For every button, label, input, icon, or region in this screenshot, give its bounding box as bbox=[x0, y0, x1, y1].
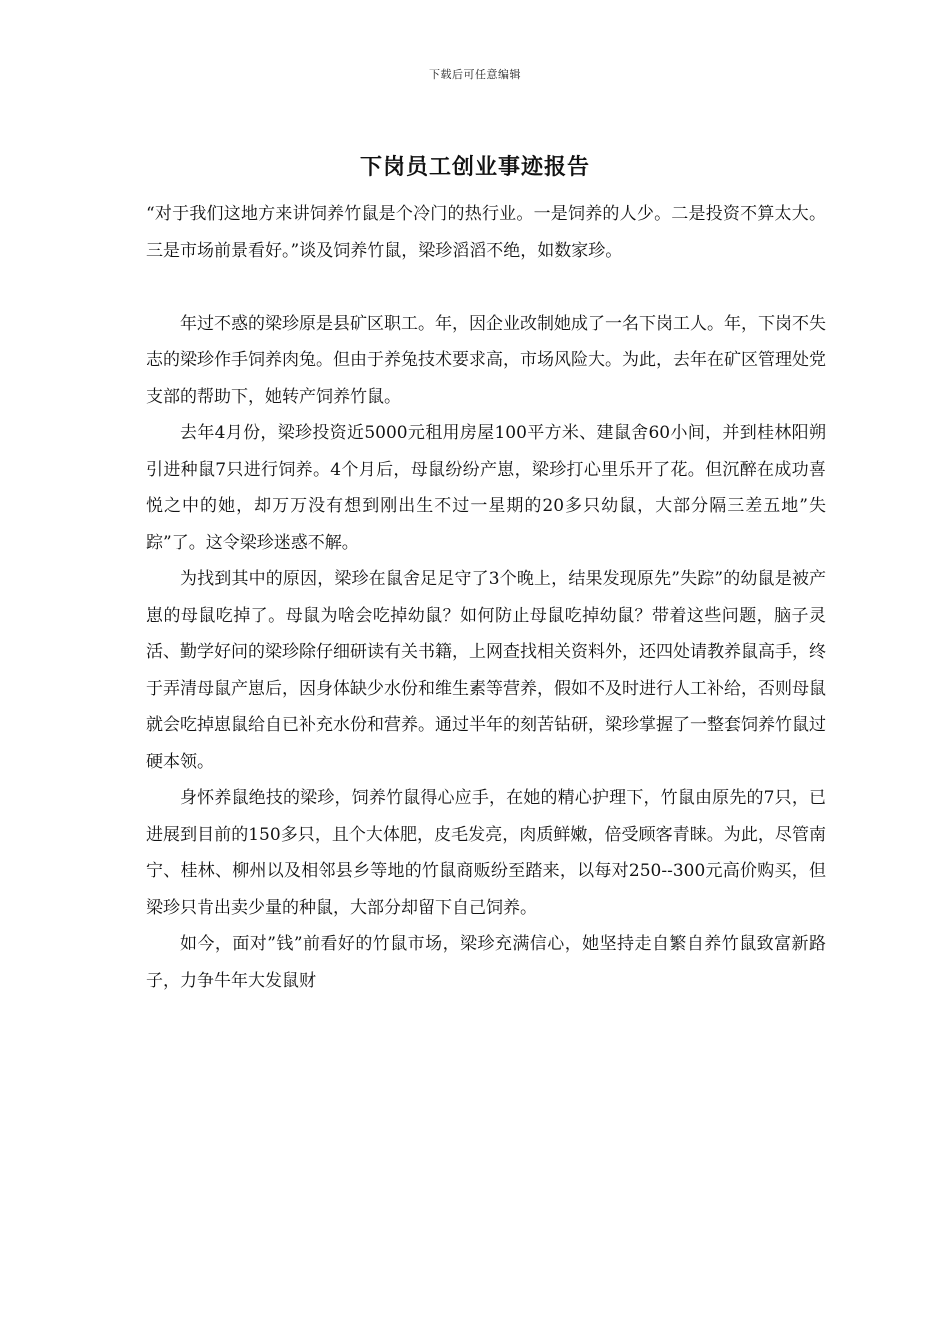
document-body bbox=[146, 196, 826, 999]
paragraph-background: 年过不惑的梁珍原是县矿区职工。年，因企业改制她成了一名下岗工人。年，下岗不失志的梁珍作手饲养肉兔。但由于养兔技术要求高，市场风险大。为此，去年在矿区管理处党支部的帮助下，她转产饲养竹鼠。 bbox=[146, 313, 826, 407]
paragraph-research: 为找到其中的原因，梁珍在鼠舍足足守了3个晚上，结果发现原先”失踪”的幼鼠是被产崽的母鼠吃掉了。母鼠为啥会吃掉幼鼠？如何防止母鼠吃掉幼鼠？带着这些问题，脑子灵活、勤学好问的梁珍除仔细研读有关书籍，上网查找相关资料外，还四处请教养鼠高手，终于弄清母鼠产崽后，因身体缺少水份和维生素等营养，假如不及时进行人工补给，否则母鼠就会吃掉崽鼠给自已补充水份和营养。通过半年的刻苦钻研，梁珍掌握了一整套饲养竹鼠过硬本领。 bbox=[146, 569, 826, 772]
document-title: 下岗员工创业事迹报告 bbox=[359, 154, 590, 180]
paragraph-future: 如今，面对”钱”前看好的竹鼠市场，梁珍充满信心，她坚持走自繁自养竹鼠致富新路子，力争牛年大发鼠财 bbox=[146, 934, 826, 991]
paragraph-success: 身怀养鼠绝技的梁珍，饲养竹鼠得心应手，在她的精心护理下，竹鼠由原先的7只，已进展到目前的150多只，且个大体肥，皮毛发亮，肉质鲜嫩，倍受顾客青睐。为此，尽管南宁、桂林、柳州以及相邻县乡等地的竹鼠商贩纷至踏来，以每对250--300元高价购买，但梁珍只肯出卖少量的种鼠，大部分却留下自己饲养。 bbox=[146, 788, 826, 918]
paragraph-investment: 去年4月份，梁珍投资近5000元租用房屋100平方米、建鼠舍60小间，并到桂林阳朔引进种鼠7只进行饲养。4个月后，母鼠纷纷产崽，梁珍打心里乐开了花。但沉醉在成功喜悦之中的她，却万万没有想到刚出生不过一星期的20多只幼鼠，大部分隔三差五地”失踪”了。这令梁珍迷惑不解。 bbox=[146, 423, 826, 553]
paragraph-spacer bbox=[146, 269, 826, 306]
paragraph-intro-quote: “对于我们这地方来讲饲养竹鼠是个冷门的热行业。一是饲养的人少。二是投资不算太大。三是市场前景看好。”谈及饲养竹鼠，梁珍滔滔不绝，如数家珍。 bbox=[146, 204, 826, 261]
header-note: 下载后可任意编辑 bbox=[429, 68, 521, 81]
